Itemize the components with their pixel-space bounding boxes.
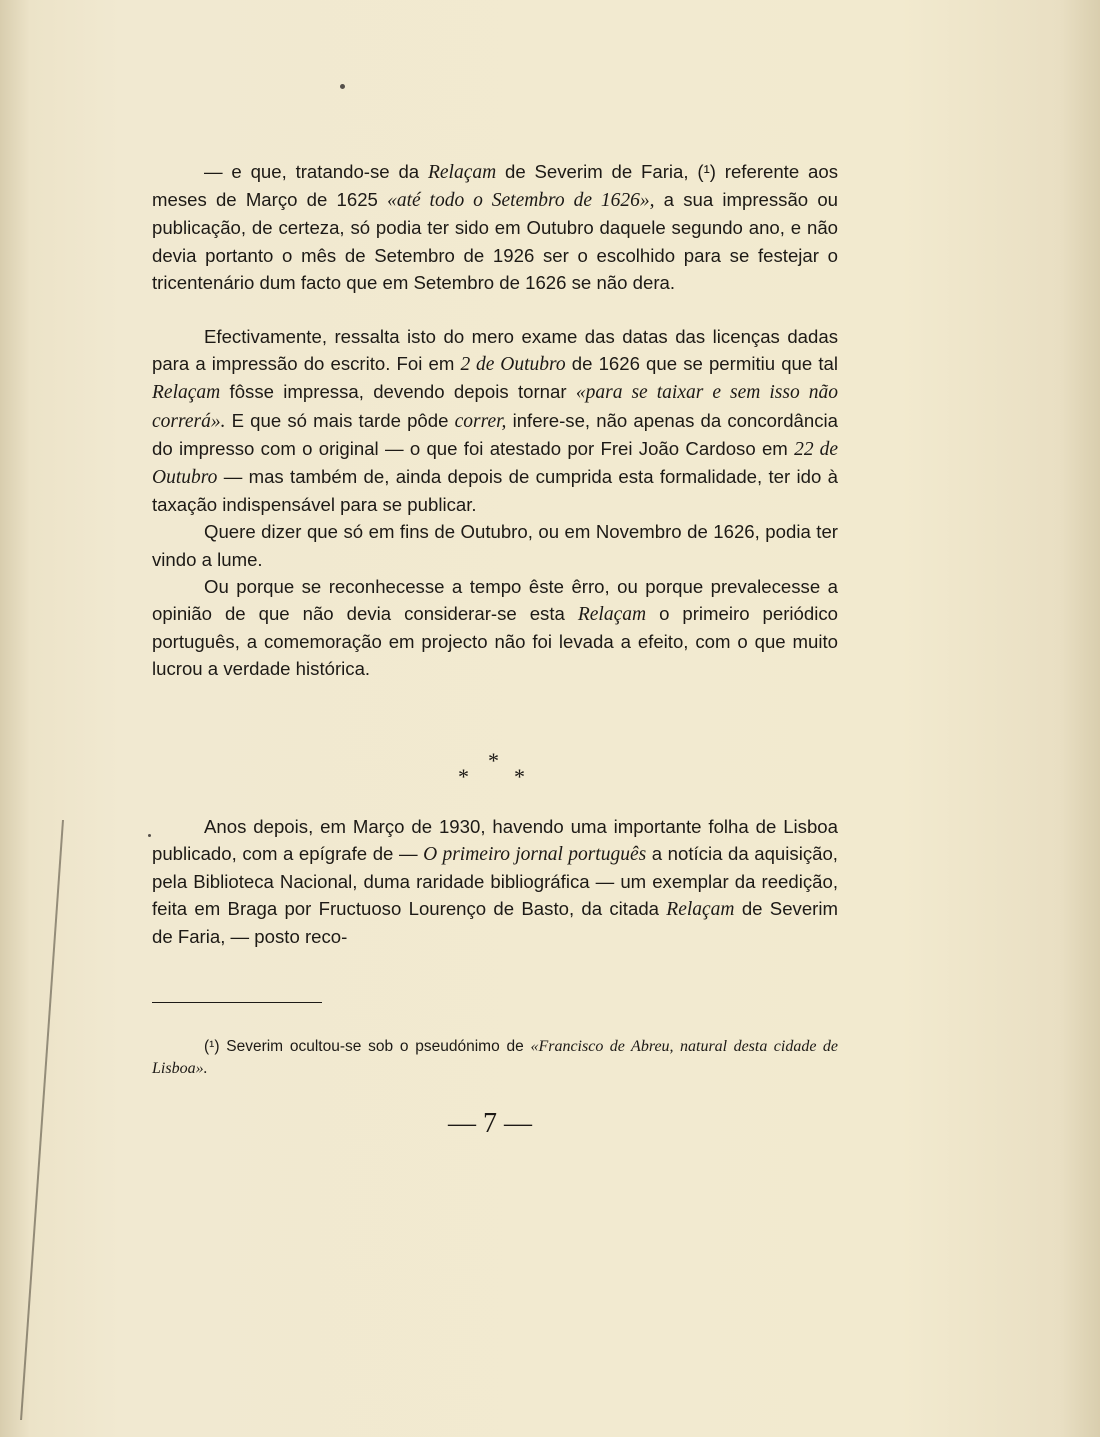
italic-text: O primeiro jornal português <box>423 843 647 865</box>
body-text <box>152 158 838 951</box>
paragraph: Quere dizer que só em fins de Outubro, ou em Novembro de 1626, podia ter vindo a lume. <box>152 521 838 570</box>
italic-text: 2 de Outubro <box>460 354 566 376</box>
italic-text: Relaçam <box>427 162 497 183</box>
ink-speck <box>148 834 151 837</box>
paragraph: Efectivamente, ressalta isto do mero exame das datas das licenças dadas para a impressão do escrito. Foi em 2 de Outubro de 1626 que se permitiu que tal Relaçam fôsse impressa, devendo depois tornar «para se taixar e sem isso não correrá». E que só mais tarde pôde correr, infere-se, não apenas da concordância do impresso com o original — o que foi atestado por Frei João Cardoso em 22 de Outubro — mas também de, ainda depois de cumprida esta formalidade, ter ido à taxação indispensável para se publicar. <box>152 326 838 516</box>
italic-text: «até todo o Setembro de 1626», <box>387 190 655 212</box>
paragraph: Anos depois, em Março de 1930, havendo uma importante folha de Lisboa publicado, com a epígrafe de — O primeiro jornal português a notícia da aquisição, pela Biblioteca Nacional, duma raridade bibliográfica — um exemplar da reedição, feita em Braga por Fructuoso Lourenço de Basto, da citada Relaçam de Severim de Faria, — posto reco- <box>152 815 838 948</box>
asterisk: * <box>488 748 499 773</box>
italic-text: Relaçam <box>577 604 647 626</box>
section-break-asterisks <box>420 748 580 798</box>
italic-text: Relaçam <box>152 382 221 404</box>
italic-text: «Francisco de Abreu, natural desta cidade de Lisboa». <box>152 1038 838 1077</box>
italic-text: correr, <box>454 410 507 432</box>
asterisk: * <box>458 764 469 789</box>
asterisk: * <box>514 764 525 789</box>
paragraph: — e que, tratando-se da Relaçam de Severim de Faria, (¹) referente aos meses de Março de 1625 «até todo o Setembro de 1626», a sua impressão ou publicação, de certeza, só podia ter sido em Outubro daquele segundo ano, e não devia portanto o mês de Setembro de 1926 ser o escolhido para se festejar o tricentenário dum facto que em Setembro de 1626 se não dera. <box>152 161 839 293</box>
page-number: — 7 — <box>448 1108 532 1139</box>
footnote: (¹) Severim ocultou-se sob o pseudónimo de «Francisco de Abreu, natural desta cidade de Lisboa». <box>152 1038 838 1077</box>
ink-speck <box>340 84 345 89</box>
italic-text: 22 de Outubro <box>152 438 838 489</box>
paragraph: Ou porque se reconhecesse a tempo êste êrro, ou porque prevalecesse a opinião de que não devia considerar-se esta Relaçam o primeiro periódico português, a comemoração em projecto não foi levada a efeito, com o que muito lucrou a verdade histórica. <box>152 575 838 680</box>
italic-text: Relaçam <box>666 899 735 921</box>
page-fold-line <box>0 820 64 1420</box>
footnote-rule <box>152 1002 322 1003</box>
italic-text: «para se taixar e sem isso não correrá». <box>152 382 838 432</box>
